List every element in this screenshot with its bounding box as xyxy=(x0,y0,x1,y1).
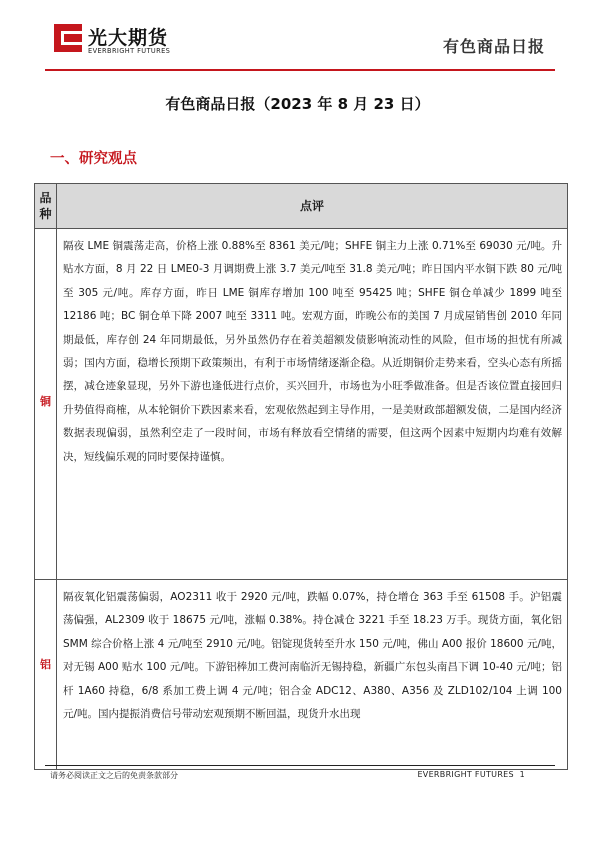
header-category-char: 品 xyxy=(39,191,52,205)
report-type-label: 有色商品日报 xyxy=(442,37,545,56)
category-label-aluminum: 铝 xyxy=(40,658,51,671)
header-divider xyxy=(45,69,555,71)
footer-brand-and-page xyxy=(417,770,525,779)
table-row-copper xyxy=(35,229,567,580)
footer-disclaimer: 请务必阅读正文之后的免责条款部分 xyxy=(50,771,178,780)
commentary-text-aluminum: 隔夜氧化铝震荡偏弱，AO2311 收于 2920 元/吨，跌幅 0.07%，持仓增仓 363 手至 61508 手。沪铝震荡偏强，AL2309 收于 18675 元/吨，涨幅 0.38%。持仓减仓 3221 手至 18.23 万手。现货方面，氧化铝 SMM 综合价格上涨 4 元/吨至 2910 元/吨。铝锭现货转至升水 150 元/吨，佛山 A00 报价 18600 元/吨，对无锡 A00 贴水 100 元/吨。下游铝棒加工费河南临沂无锡持稳，新疆广东包头南昌下调 10-40 元/吨；铝杆 1A60 持稳，6/8 系加工费上调 4 元/吨；铝合金 ADC12、A380、A356 及 ZLD102/104 上调 100 元/吨。国内提振消费信号带动宏观预期不断回温，现货升水出现 xyxy=(63,591,562,721)
table-header-row xyxy=(35,184,567,229)
page-number: 1 xyxy=(519,770,525,779)
section-heading: 一、研究观点 xyxy=(50,151,137,167)
everbright-logo-icon xyxy=(52,22,84,54)
page-header xyxy=(0,0,595,70)
header-comment-cell: 点评 xyxy=(299,199,324,213)
header-category-cell xyxy=(35,190,56,222)
footer-divider xyxy=(45,765,555,766)
commentary-table xyxy=(34,183,568,770)
header-category-char: 种 xyxy=(39,207,52,221)
company-logo xyxy=(52,22,202,62)
category-label-copper: 铜 xyxy=(40,395,51,408)
footer-brand: EVERBRIGHT FUTURES xyxy=(417,770,514,779)
table-row-aluminum xyxy=(35,580,567,769)
report-title: 有色商品日报（2023 年 8 月 23 日） xyxy=(165,95,430,113)
brand-english-name: EVERBRIGHT FUTURES xyxy=(88,47,171,55)
brand-name: 光大期货 xyxy=(88,27,169,49)
commentary-text-copper: 隔夜 LME 铜震荡走高，价格上涨 0.88%至 8361 美元/吨；SHFE 铜主力上涨 0.71%至 69030 元/吨。升贴水方面，8 月 22 日 LME0-3 月调期费上涨 3.7 美元/吨至 31.8 美元/吨；昨日国内平水铜下跌 80 元/吨至 305 元/吨。库存方面，昨日 LME 铜库存增加 100 吨至 95425 吨；SHFE 铜仓单减少 1899 吨至 12186 吨；BC 铜仓单下降 2007 吨至 3311 吨。宏观方面，昨晚公布的美国 7 月成屋销售创 2010 年同期最低，库存创 24 年同期最低，另外虽然仍存在着美超额发债影响流动性的风险，但市场的担忧有所减弱；国内方面，稳增长预期下政策频出，有利于市场情绪逐渐企稳。从近期铜价走势来看，空头心态有所摇摆，减仓迹象显现，另外下游也逢低进行点价，买兴回升，市场也为小旺季做准备。但是否该位置直接回归升势值得商榷，从本轮铜价下跌因素来看，宏观依然起到主导作用，一是美财政部超额发债，二是国内经济数据表现偏弱，虽然利空走了一段时间，市场有释放看空情绪的需要，但这两个因素中短期内均难有效解决，短线偏乐观的同时要保持谨慎。 xyxy=(63,240,562,463)
